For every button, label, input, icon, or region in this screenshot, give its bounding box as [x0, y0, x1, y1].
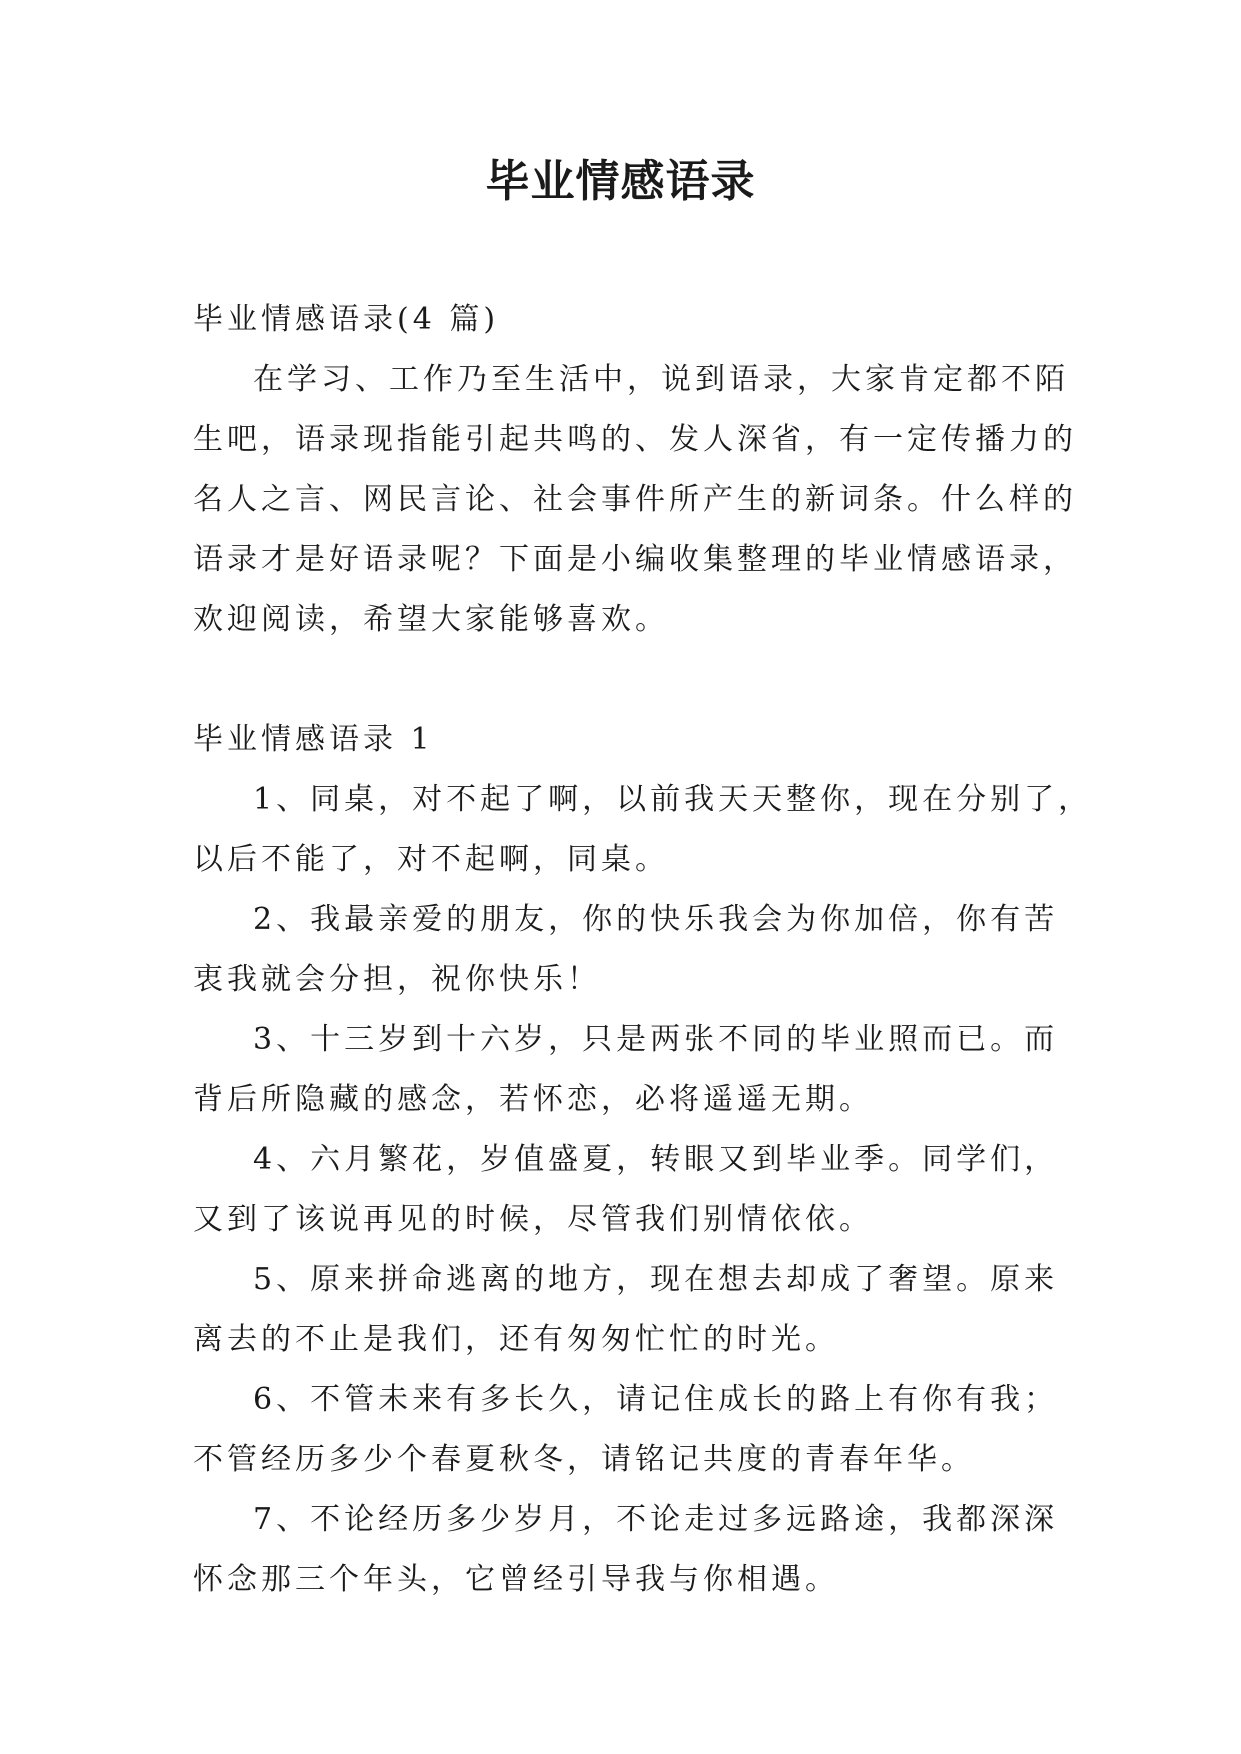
- quote-line: 以后不能了，对不起啊，同桌。: [193, 842, 669, 877]
- quote-item: [193, 1370, 1063, 1490]
- intro-line: 名人之言、网民言论、社会事件所产生的新词条。什么样的: [193, 482, 1077, 517]
- document-subtitle: 毕业情感语录(4 篇): [193, 302, 500, 337]
- quote-item: [193, 1010, 1063, 1130]
- paragraph-gap: [193, 650, 1063, 710]
- quote-line: 2、我最亲爱的朋友，你的快乐我会为你加倍，你有苦: [253, 902, 1059, 937]
- quote-line: 7、不论经历多少岁月，不论走过多远路途，我都深深: [253, 1502, 1059, 1537]
- quote-line: 不管经历多少个春夏秋冬，请铭记共度的青春年华。: [193, 1442, 975, 1477]
- quote-line: 背后所隐藏的感念，若怀恋，必将遥遥无期。: [193, 1082, 873, 1117]
- quote-line: 3、十三岁到十六岁，只是两张不同的毕业照而已。而: [253, 1022, 1059, 1057]
- quote-item: [193, 770, 1093, 890]
- quote-line: 衷我就会分担，祝你快乐！: [193, 962, 601, 997]
- quote-line: 6、不管未来有多长久，请记住成长的路上有你有我；: [253, 1382, 1059, 1417]
- quote-item: [193, 1130, 1063, 1250]
- quote-item: [193, 1490, 1063, 1610]
- intro-line: 在学习、工作乃至生活中，说到语录，大家肯定都不陌: [253, 362, 1069, 397]
- intro-line: 生吧，语录现指能引起共鸣的、发人深省，有一定传播力的: [193, 422, 1077, 457]
- document-body: [193, 290, 1093, 1610]
- quote-item: [193, 890, 1063, 1010]
- document-title: 毕业情感语录: [485, 156, 756, 207]
- section-heading: 毕业情感语录 1: [193, 722, 434, 757]
- intro-line: 欢迎阅读，希望大家能够喜欢。: [193, 602, 669, 637]
- quote-line: 5、原来拼命逃离的地方，现在想去却成了奢望。原来: [253, 1262, 1059, 1297]
- quote-item: [193, 1250, 1063, 1370]
- intro-line: 语录才是好语录呢？下面是小编收集整理的毕业情感语录，: [193, 542, 1077, 577]
- quote-line: 怀念那三个年头，它曾经引导我与你相遇。: [193, 1562, 839, 1597]
- quote-line: 4、六月繁花，岁值盛夏，转眼又到毕业季。同学们，: [253, 1142, 1059, 1177]
- quote-line: 1、同桌，对不起了啊，以前我天天整你，现在分别了，: [253, 782, 1093, 817]
- intro-paragraph: [193, 350, 1077, 650]
- quote-line: 又到了该说再见的时候，尽管我们别情依依。: [193, 1202, 873, 1237]
- quote-line: 离去的不止是我们，还有匆匆忙忙的时光。: [193, 1322, 839, 1357]
